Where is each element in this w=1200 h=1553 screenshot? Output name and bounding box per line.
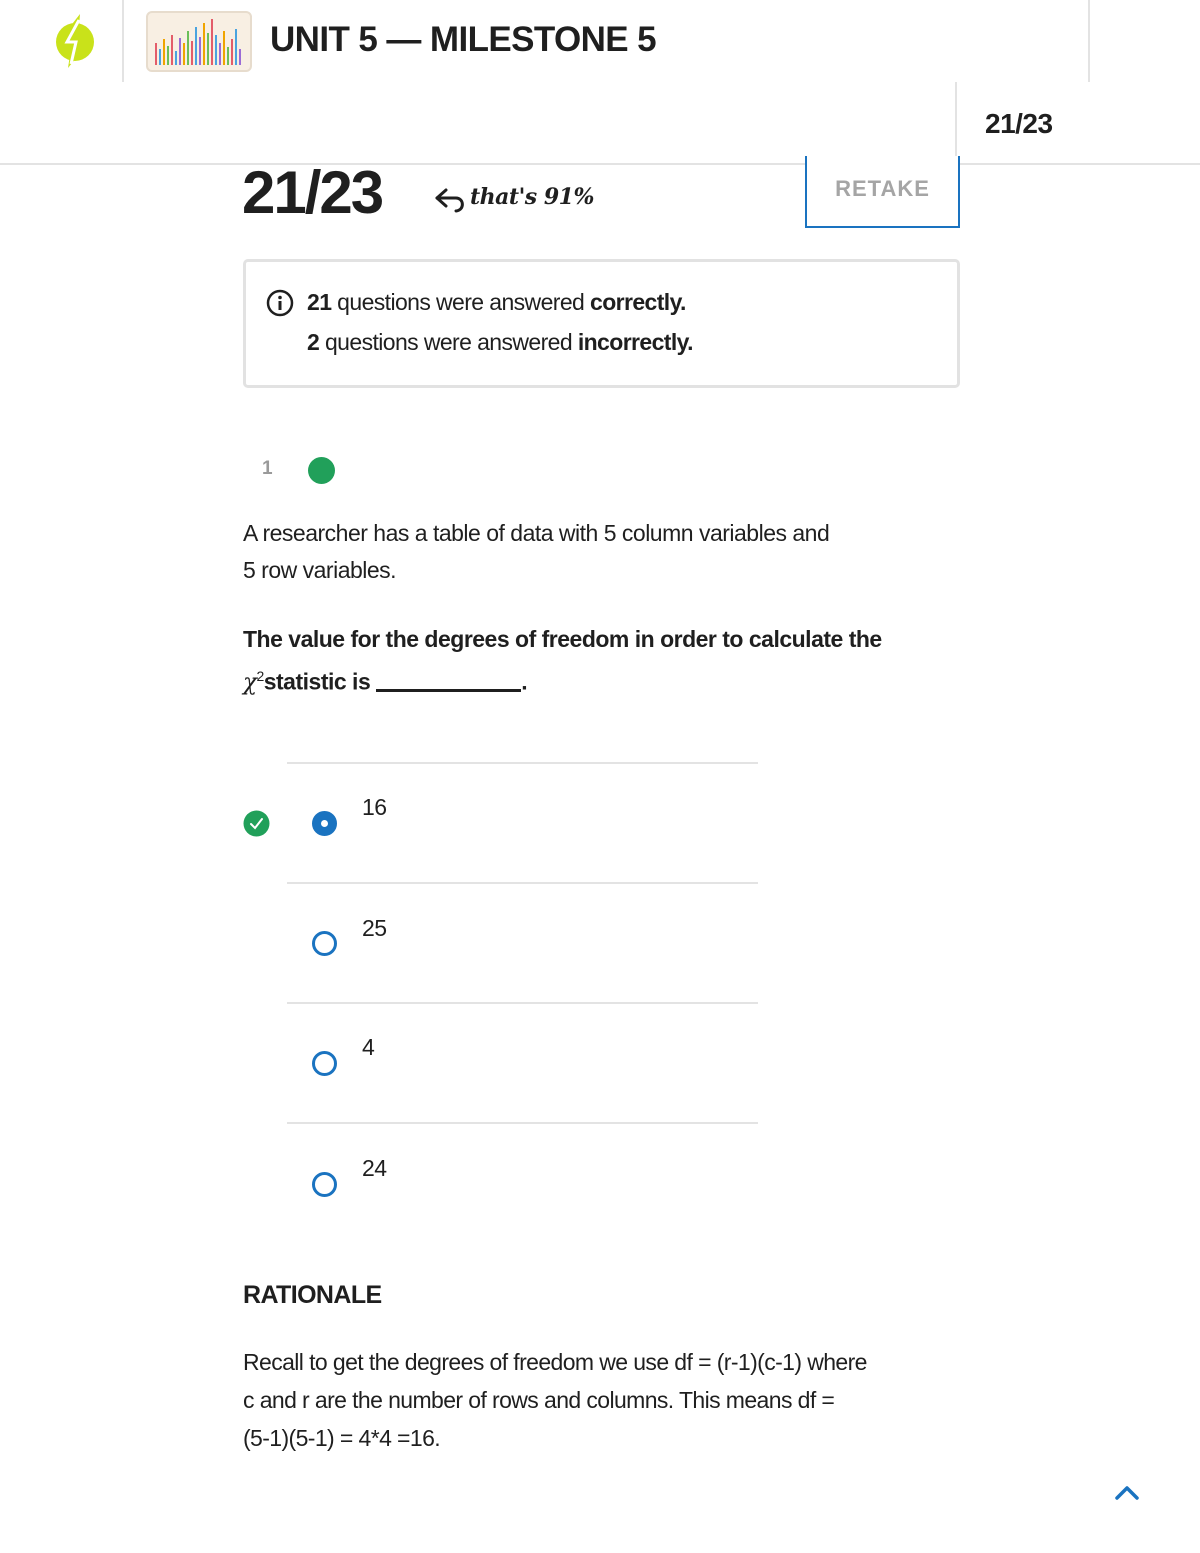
question-number: 1 xyxy=(262,458,273,479)
rationale-line3: (5-1)(5-1) = 4*4 =16. xyxy=(243,1425,441,1451)
option-radio-25[interactable] xyxy=(312,931,337,956)
option-divider xyxy=(287,1122,758,1124)
info-icon xyxy=(266,289,294,317)
header-bottom-border xyxy=(0,163,1200,165)
question-correct-indicator xyxy=(308,457,335,484)
correct-text: questions were answered xyxy=(331,289,590,315)
answer-blank xyxy=(376,667,521,692)
option-radio-24[interactable] xyxy=(312,1172,337,1197)
question-ask-end: . xyxy=(521,668,528,695)
correct-summary xyxy=(307,289,686,316)
question-prompt-line1: A researcher has a table of data with 5 column variables and xyxy=(243,520,830,546)
curved-arrow-icon xyxy=(434,186,468,214)
incorrect-word: incorrectly. xyxy=(577,329,693,355)
header-divider-right xyxy=(1088,0,1090,82)
option-divider xyxy=(287,762,758,764)
results-summary xyxy=(243,259,960,388)
option-label-25[interactable]: 25 xyxy=(362,915,387,941)
question-ask xyxy=(243,621,953,702)
correct-count: 21 xyxy=(307,289,332,315)
question-prompt-line2: 5 row variables. xyxy=(243,557,397,583)
scroll-to-top-icon[interactable] xyxy=(1112,1480,1142,1506)
chi-exponent: 2 xyxy=(256,668,264,684)
option-divider xyxy=(287,1002,758,1004)
incorrect-summary xyxy=(307,329,693,356)
rationale-line1: Recall to get the degrees of freedom we use df = (r-1)(c-1) where xyxy=(243,1349,867,1375)
score-total: 21/23 xyxy=(242,159,383,226)
question-ask-text: statistic is xyxy=(263,668,371,695)
option-divider xyxy=(287,882,758,884)
retake-button[interactable]: RETAKE xyxy=(805,156,960,228)
header-score: 21/23 xyxy=(985,108,1053,139)
incorrect-text: questions were answered xyxy=(319,329,578,355)
sophia-logo-icon[interactable] xyxy=(52,12,98,70)
bar-chart-icon xyxy=(148,13,250,70)
option-radio-16[interactable] xyxy=(312,811,337,836)
incorrect-count: 2 xyxy=(307,329,320,355)
question-prompt xyxy=(243,515,953,589)
option-label-24[interactable]: 24 xyxy=(362,1155,387,1181)
unit-title: UNIT 5 — MILESTONE 5 xyxy=(270,20,657,59)
chi-symbol: χ xyxy=(243,669,257,696)
question-ask-line1: The value for the degrees of freedom in order to calculate the xyxy=(243,626,882,652)
rationale-heading: RATIONALE xyxy=(243,1281,382,1309)
rationale-line2: c and r are the number of rows and columns. This means df = xyxy=(243,1387,835,1413)
correct-word: correctly. xyxy=(590,289,686,315)
score-panel-divider xyxy=(955,82,957,164)
option-radio-4[interactable] xyxy=(312,1051,337,1076)
course-thumbnail[interactable] xyxy=(146,11,252,72)
question-ask-line2 xyxy=(243,658,953,702)
option-label-4[interactable]: 4 xyxy=(362,1034,375,1060)
header-divider xyxy=(122,0,124,82)
option-label-16[interactable]: 16 xyxy=(362,794,387,820)
score-percent-note: that's 91% xyxy=(470,184,594,210)
rationale-body xyxy=(243,1343,963,1457)
correct-check-icon xyxy=(243,810,270,837)
